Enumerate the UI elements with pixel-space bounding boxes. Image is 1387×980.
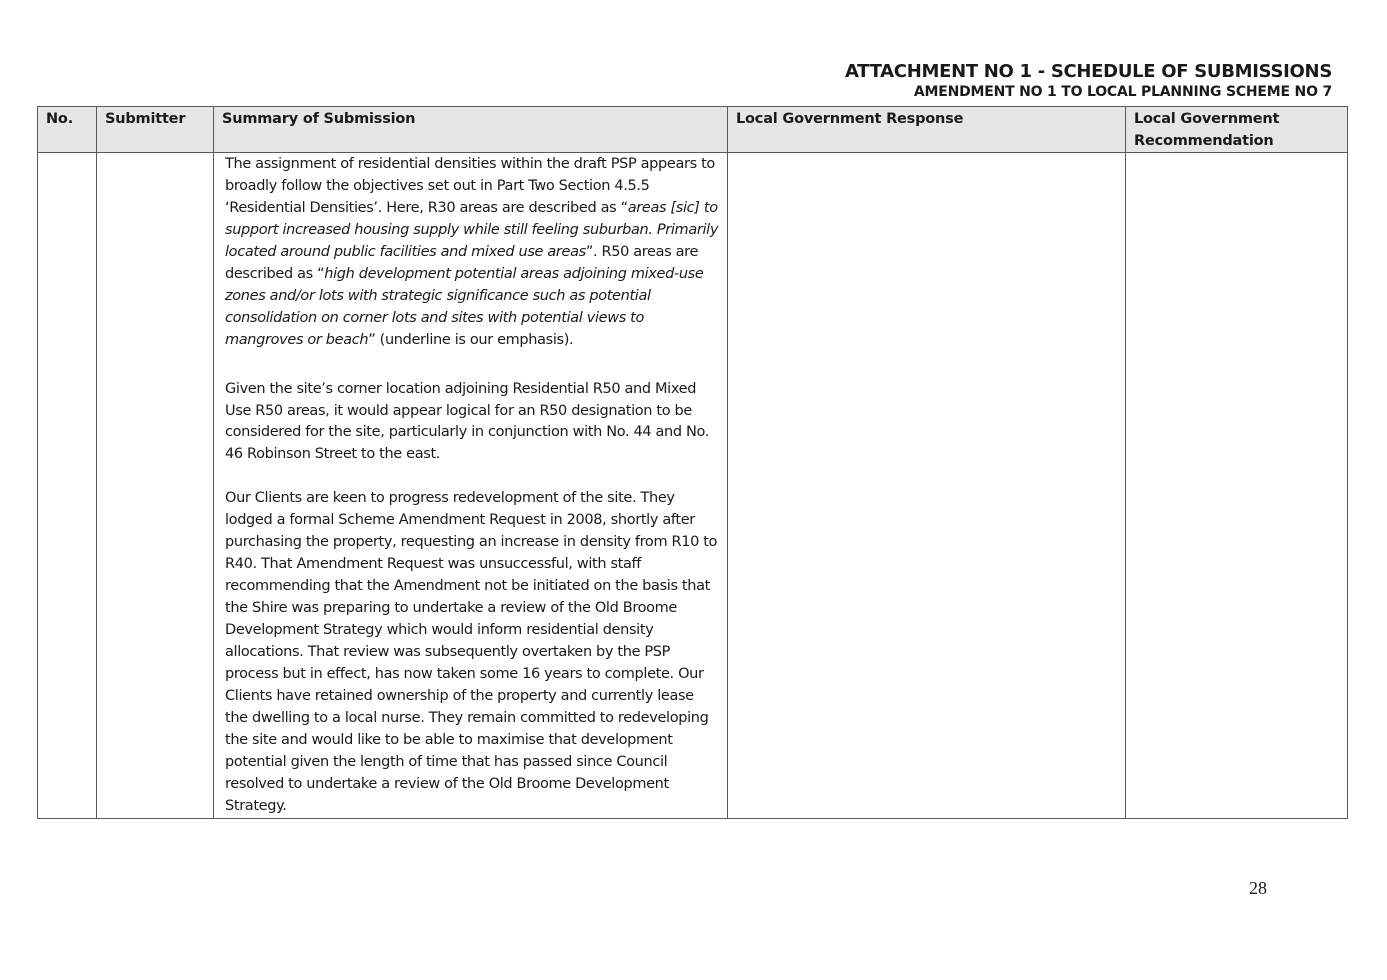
summary-paragraph-2: Given the site’s corner location adjoining Residential R50 and Mixed Use R50 areas, it would appear logical for an R50 designation to be considered for the site, particularly in conjunction with No. 44 and No. 46 Robinson Street to the east. xyxy=(225,380,709,463)
cell-summary xyxy=(214,153,728,819)
column-header-recommendation: Local Government Recommendation xyxy=(1126,107,1348,153)
cell-response xyxy=(728,153,1126,819)
document-title: ATTACHMENT NO 1 - SCHEDULE OF SUBMISSIONS xyxy=(844,61,1332,82)
summary-paragraph-3: Our Clients are keen to progress redevelopment of the site. They lodged a formal Scheme Amendment Request in 2008, shortly after purchasing the property, requesting an increase in density from R10 to R40. That Amendment Request was unsuccessful, with staff recommending that the Amendment not be initiated on the basis that the Shire was preparing to undertake a review of the Old Broome Development Strategy which would inform residential density allocations. That review was subsequently overtaken by the PSP process but in effect, has now taken some 16 years to complete. Our Clients have retained ownership of the property and currently lease the dwelling to a local nurse. They remain committed to redeveloping the site and would like to be able to maximise that development potential given the length of time that has passed since Council resolved to undertake a review of the Old Broome Development Strategy. xyxy=(225,490,718,814)
summary-paragraph-1 xyxy=(225,154,719,352)
summary-quote-r30: areas [sic] to support increased housing supply while still feeling suburban. Primarily located around public facilities and mixed use areas xyxy=(225,199,719,260)
document-header xyxy=(845,61,1332,101)
page-number: 28 xyxy=(1249,878,1267,898)
document-subtitle: AMENDMENT NO 1 TO LOCAL PLANNING SCHEME NO 7 xyxy=(913,84,1332,100)
column-header-summary: Summary of Submission xyxy=(214,107,728,153)
column-header-submitter: Submitter xyxy=(97,107,214,153)
cell-submitter xyxy=(97,153,214,819)
column-header-response: Local Government Response xyxy=(728,107,1126,153)
cell-recommendation xyxy=(1126,153,1348,819)
summary-text: ”. R50 areas are described as “ xyxy=(225,243,699,282)
submissions-table xyxy=(37,106,1348,819)
table-header xyxy=(38,107,1348,153)
cell-no xyxy=(38,153,97,819)
summary-text: ” (underline is our emphasis). xyxy=(368,331,574,348)
summary-quote-r50: high development potential areas adjoining mixed-use zones and/or lots with strategic significance such as potential consolidation on corner lots and sites with potential views to mangroves or beach xyxy=(225,265,704,348)
table-row xyxy=(38,153,1348,819)
summary-text: The assignment of residential densities within the draft PSP appears to broadly follow the objectives set out in Part Two Section 4.5.5 ‘Residential Densities’. Here, R30 areas are described as “ xyxy=(225,156,715,216)
column-header-no: No. xyxy=(38,107,97,153)
table-header-row xyxy=(38,107,1348,153)
